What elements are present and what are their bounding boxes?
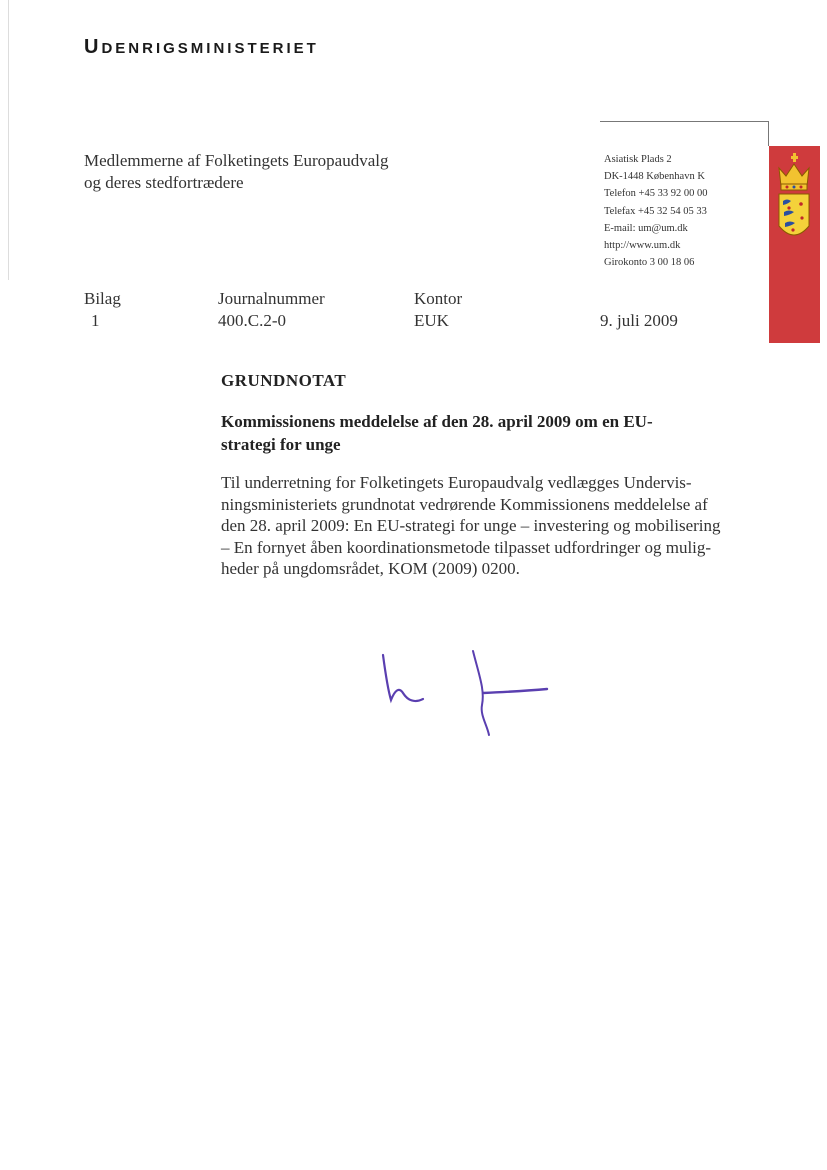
ministry-name: UDENRIGSMINISTERIET bbox=[84, 36, 319, 58]
body-paragraph bbox=[221, 472, 741, 580]
handwritten-signature bbox=[375, 645, 555, 740]
body-line: ningsministeriets grundnotat vedrørende Kommissionens meddelelse af bbox=[221, 494, 708, 514]
document-type: GRUNDNOTAT bbox=[221, 371, 347, 390]
address-line: Telefax +45 32 54 05 33 bbox=[604, 205, 707, 217]
emblem-banner bbox=[769, 146, 820, 343]
address-line: E-mail: um@um.dk bbox=[604, 222, 688, 234]
document-subject bbox=[221, 410, 701, 456]
recipient-line-1: Medlemmerne af Folketingets Europaudvalg bbox=[84, 151, 389, 170]
address-rule-corner bbox=[768, 121, 769, 146]
kontor-label: Kontor bbox=[414, 289, 463, 308]
body-line: – En fornyet åben koordinationsmetode tilpasset udfordringer og mulig- bbox=[221, 537, 712, 557]
bilag-label: Bilag bbox=[84, 289, 121, 308]
subject-line-1: Kommissionens meddelelse af den 28. april 2009 om en EU- bbox=[221, 412, 653, 431]
recipient-line-2: og deres stedfortrædere bbox=[84, 173, 244, 192]
body-line: Til underretning for Folketingets Europaudvalg vedlægges Undervis- bbox=[221, 473, 692, 492]
address-line: DK-1448 København K bbox=[604, 171, 705, 183]
address-line: http://www.um.dk bbox=[604, 240, 681, 252]
address-line: Asiatisk Plads 2 bbox=[604, 154, 672, 165]
recipient-block bbox=[84, 150, 389, 194]
document-date: 9. juli 2009 bbox=[600, 311, 678, 330]
danish-coat-of-arms-icon bbox=[769, 146, 820, 343]
journal-value: 400.C.2-0 bbox=[218, 311, 286, 330]
kontor-value: EUK bbox=[414, 311, 449, 330]
ministry-address bbox=[604, 151, 707, 271]
scan-edge-line bbox=[8, 0, 9, 280]
body-line: heder på ungdomsrådet, KOM (2009) 0200. bbox=[221, 559, 520, 578]
address-line: Telefon +45 33 92 00 00 bbox=[604, 188, 708, 200]
bilag-value: 1 bbox=[91, 311, 100, 330]
subject-line-2: strategi for unge bbox=[221, 435, 341, 454]
body-line: den 28. april 2009: En EU-strategi for unge – investering og mobilisering bbox=[221, 516, 721, 535]
journal-label: Journalnummer bbox=[218, 289, 325, 308]
address-line: Girokonto 3 00 18 06 bbox=[604, 257, 695, 269]
address-rule bbox=[600, 121, 769, 122]
